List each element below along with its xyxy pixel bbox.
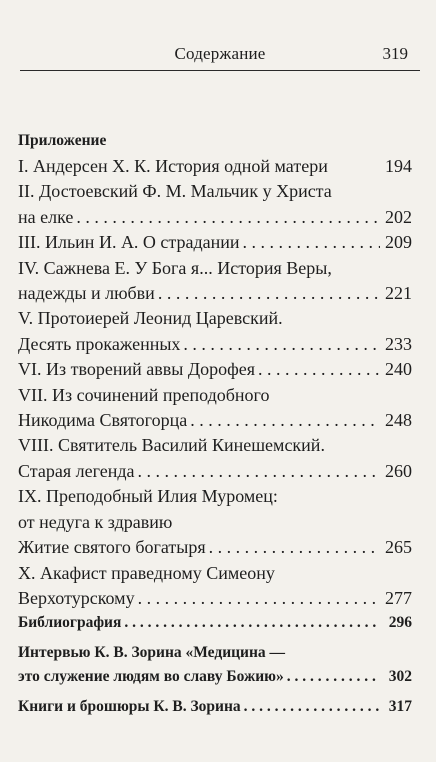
header-rule — [20, 70, 420, 71]
toc-entry-last-line — [18, 281, 412, 306]
toc-entry — [18, 641, 412, 689]
toc-entry-title-line: Житие святого богатыря — [18, 537, 206, 558]
toc-entry-title-line: VI. Из творений аввы Дорофея — [18, 359, 256, 380]
toc-entry-page-number: 302 — [388, 668, 412, 686]
toc-entry-title-line: это служение людям во славу Божию» — [18, 668, 284, 686]
toc-entry-last-line — [18, 695, 412, 719]
toc-entry-page-number: 265 — [385, 537, 412, 558]
toc-entry — [18, 611, 412, 635]
toc-entry-last-line — [18, 665, 412, 689]
dot-leader — [138, 459, 381, 484]
toc-entry-title-line: VIII. Святитель Василий Кинешемский. — [18, 435, 325, 456]
dot-leader — [158, 281, 380, 306]
toc-entry-last-line — [18, 332, 412, 357]
toc-entry — [18, 484, 412, 560]
toc-entry-title-line: X. Акафист праведному Симеону — [18, 562, 275, 583]
toc-entries — [18, 154, 412, 719]
toc-entry-title-line: на елке — [18, 206, 74, 227]
dot-leader — [190, 408, 380, 433]
toc-entry-title-line: Десять прокаженных — [18, 333, 181, 354]
toc-entry-page-number: 260 — [385, 460, 412, 481]
dot-leader — [244, 695, 380, 719]
toc-entry-last-line — [18, 357, 412, 382]
toc-entry — [18, 383, 412, 434]
toc-entry-last-line — [18, 611, 412, 635]
toc-entry-title-line: Библиография — [18, 614, 122, 632]
running-head-title: Содержание — [174, 44, 266, 63]
toc-entry-last-line — [18, 459, 412, 484]
dot-leader — [209, 535, 380, 560]
toc-entry-page-number: 233 — [385, 333, 412, 354]
dot-leader — [287, 665, 380, 689]
toc-entry-title-line: Верхотурскому — [18, 587, 135, 608]
toc-entry-last-line — [18, 535, 412, 560]
toc-entry-page-number: 317 — [388, 698, 412, 716]
toc-entry-title-line: III. Ильин И. А. О страдании — [18, 232, 240, 253]
toc-entry-page-number: 277 — [385, 587, 412, 608]
running-head-page-number: 319 — [382, 44, 408, 63]
toc-entry-title-line: Никодима Святогорца — [18, 410, 188, 431]
toc-entry — [18, 154, 412, 179]
toc-entry — [18, 306, 412, 357]
toc-entry-title-line: V. Протоиерей Леонид Царевский. — [18, 308, 283, 329]
toc-entry — [18, 433, 412, 484]
dot-leader — [243, 230, 380, 255]
running-head — [18, 44, 422, 68]
toc-entry-title-line: IV. Сажнева Е. У Бога я... История Веры, — [18, 257, 332, 278]
toc-entry-page-number: 194 — [385, 156, 412, 176]
toc-entry — [18, 179, 412, 230]
toc-entry-title-line: IX. Преподобный Илия Муромец: — [18, 486, 278, 507]
toc-entry-page-number: 248 — [385, 410, 412, 431]
toc-entry — [18, 695, 412, 719]
toc-entry — [18, 230, 412, 255]
toc-entry-page-number: 209 — [385, 232, 412, 253]
section-title: Приложение — [18, 132, 107, 149]
dot-leader — [124, 611, 380, 635]
toc-entry-title-line: надежды и любви — [18, 283, 155, 304]
toc-entry — [18, 357, 412, 382]
dot-leader — [183, 332, 380, 357]
dot-leader — [138, 586, 380, 611]
toc-entry-title-line: от недуга к здравию — [18, 511, 173, 532]
toc-entry-page-number: 221 — [385, 283, 412, 304]
toc-entry-title-line: Книги и брошюры К. В. Зорина — [18, 698, 241, 716]
toc-entry-last-line — [18, 205, 412, 230]
toc-entry-page-number: 296 — [388, 614, 412, 632]
toc-entry-title-line: Старая легенда — [18, 460, 135, 481]
toc-entry-last-line — [18, 408, 412, 433]
table-of-contents — [18, 130, 412, 719]
toc-entry-last-line — [18, 586, 412, 611]
toc-entry-last-line — [18, 154, 412, 179]
toc-entry-title-line: VII. Из сочинений преподобного — [18, 384, 270, 405]
toc-entry-title-line: I. Андерсен Х. К. История одной матери — [18, 156, 328, 176]
toc-entry — [18, 256, 412, 307]
toc-entry-page-number: 240 — [385, 359, 412, 380]
dot-leader — [258, 357, 380, 382]
toc-entry-title-line: Интервью К. В. Зорина «Медицина — — [18, 644, 286, 662]
toc-entry-page-number: 202 — [385, 206, 412, 227]
dot-leader — [76, 205, 380, 230]
toc-entry-title-line: II. Достоевский Ф. М. Мальчик у Христа — [18, 181, 332, 202]
toc-entry-last-line — [18, 230, 412, 255]
toc-entry — [18, 561, 412, 612]
